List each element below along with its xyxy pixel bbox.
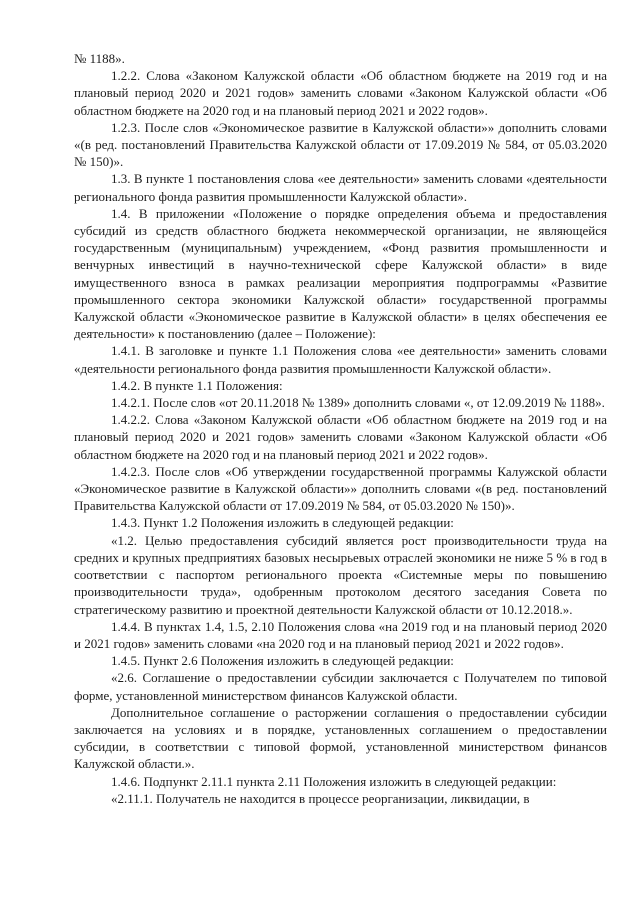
paragraph: 1.4.5. Пункт 2.6 Положения изложить в следующей редакции: [111, 653, 454, 669]
paragraph: № 1188». [74, 51, 125, 66]
paragraph: 1.4.2.3. После слов «Об утверждении государственной программы Калужской области «Экономическое развитие в Калужской области»» дополнить словами «(в ред. постановлений Правительства Калужской области от 17.09.2019 № 584, от 05.03.2020 № 150)». [74, 463, 607, 514]
paragraph: 1.4.2.1. После слов «от 20.11.2018 № 1389» дополнить словами «, от 12.09.2019 № 1188». [111, 395, 605, 411]
paragraph: 1.4.2. В пункте 1.1 Положения: [111, 377, 283, 393]
paragraph: Дополнительное соглашение о расторжении соглашения о предоставлении субсидии заключается на условиях и в порядке, установленных соглашением о предоставлении субсидии, в соответствии с типовой формой, установленной министерством финансов Калужской области.». [74, 704, 607, 772]
paragraph: 1.4.1. В заголовке и пункте 1.1 Положения слова «ее деятельности» заменить словами «деятельности регионального фонда развития промышленности Калужской области». [74, 343, 607, 376]
paragraph: «2.11.1. Получатель не находится в процессе реорганизации, ликвидации, в [111, 790, 530, 806]
document-page [74, 50, 607, 807]
paragraph: 1.3. В пункте 1 постановления слова «ее деятельности» заменить словами «деятельности регионального фонда развития промышленности Калужской области». [74, 171, 607, 204]
paragraph: 1.4.4. В пунктах 1.4, 1.5, 2.10 Положения слова «на 2019 год и на плановый период 2020 и 2021 годов» заменить словами «на 2020 год и на плановый период 2021 и 2022 годов». [74, 618, 607, 651]
paragraph: «1.2. Целью предоставления субсидий является рост производительности труда на средних и крупных предприятиях базовых несырьевых отраслей экономики не ниже 5 % в год в соответствии с паспортом регионального проекта «Системные меры по повышению производительности труда», одобренным протоколом десятого заседания Совета по стратегическому развитию и проектной деятельности Калужской области от 10.12.2018.». [74, 532, 607, 617]
paragraph: 1.2.3. После слов «Экономическое развитие в Калужской области»» дополнить словами «(в ред. постановлений Правительства Калужской области от 17.09.2019 № 584, от 05.03.2020 № 150)». [74, 119, 607, 170]
paragraph: 1.2.2. Слова «Законом Калужской области «Об областном бюджете на 2019 год и на плановый период 2020 и 2021 годов» заменить словами «Законом Калужской области «Об областном бюджете на 2020 год и на плановый период 2021 и 2022 годов». [74, 68, 607, 118]
paragraph: 1.4.3. Пункт 1.2 Положения изложить в следующей редакции: [111, 515, 454, 531]
paragraph: 1.4.6. Подпункт 2.11.1 пункта 2.11 Положения изложить в следующей редакции: [111, 773, 557, 789]
paragraph: «2.6. Соглашение о предоставлении субсидии заключается с Получателем по типовой форме, установленной министерством финансов Калужской области. [74, 670, 607, 703]
paragraph: 1.4. В приложении «Положение о порядке определения объема и предоставления субсидий из средств областного бюджета некоммерческой организации, не являющейся государственным (муниципальным) учреждением, «Фонд развития промышленности и венчурных инвестиций в научно-технической сфере Калужской области» в виде имущественного взноса в рамках реализации мероприятия подпрограммы «Развитие промышленного сектора экономики Калужской области» государственной программы Калужской области «Экономическое развитие в Калужской области» в целях обеспечения ее деятельности» к постановлению (далее – Положение): [74, 205, 607, 342]
paragraph: 1.4.2.2. Слова «Законом Калужской области «Об областном бюджете на 2019 год и на плановый период 2020 и 2021 годов» заменить словами «Законом Калужской области «Об областном бюджете на 2020 год и на плановый период 2021 и 2022 годов». [74, 412, 607, 462]
